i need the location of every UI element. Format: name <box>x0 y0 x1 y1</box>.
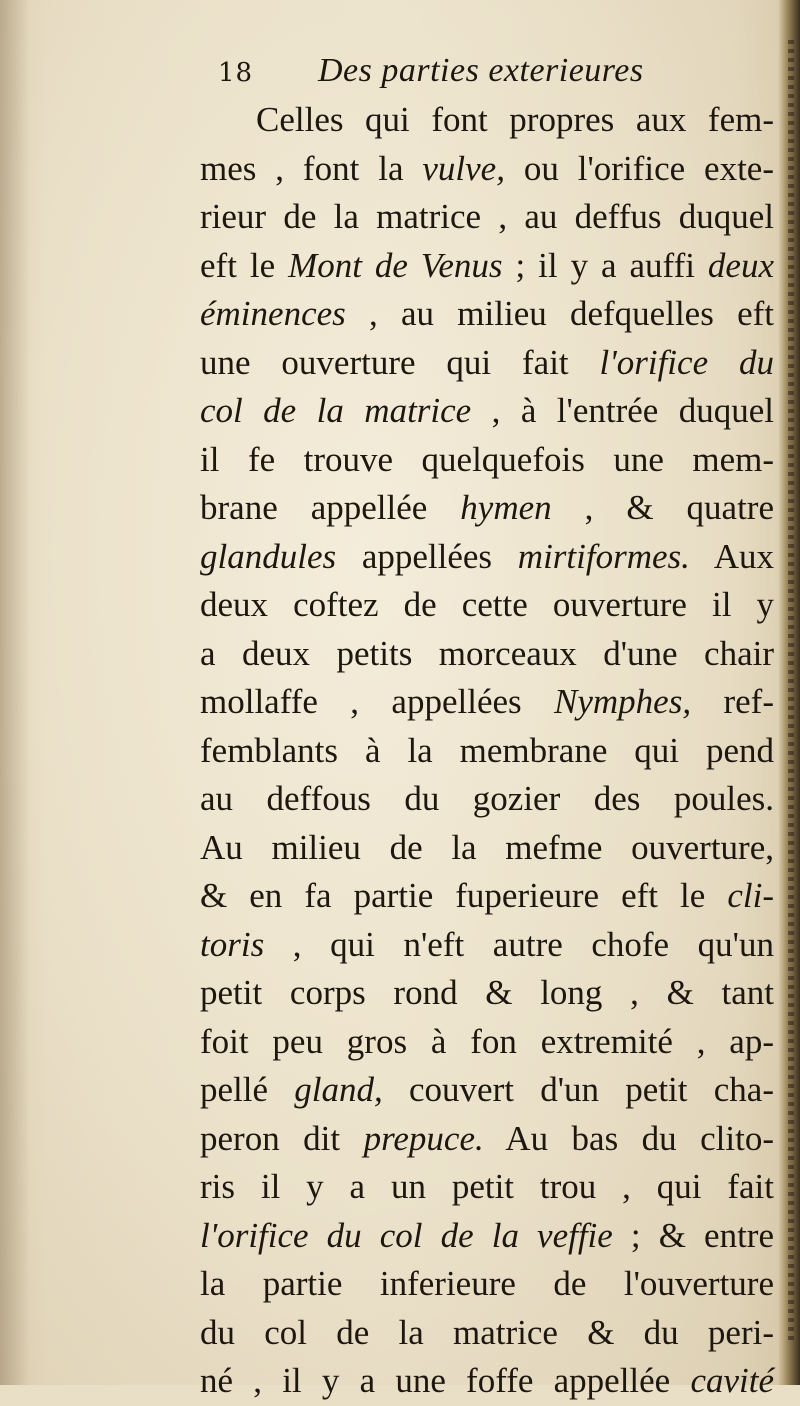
text-segment: Aux <box>689 536 774 576</box>
text-line <box>200 193 774 242</box>
text-line <box>200 484 774 533</box>
italic-text: Nymphes, <box>554 682 692 721</box>
text-segment: , qui n'eft autre chofe qu'un <box>264 924 774 964</box>
text-line <box>200 145 774 194</box>
text-segment: Celles qui font propres aux fem- <box>256 100 774 139</box>
text-segment: couvert d'un petit cha- <box>382 1070 774 1109</box>
text-segment: la partie inferieure de l'ouverture <box>200 1264 774 1303</box>
page-header <box>0 0 800 100</box>
text-line <box>200 1260 774 1309</box>
text-segment: appellées <box>336 536 518 576</box>
text-line <box>200 242 774 291</box>
text-line <box>200 533 774 582</box>
text-segment: il fe trouve quelquefois une mem- <box>200 439 774 479</box>
italic-text: prepuce. <box>363 1118 484 1158</box>
italic-text: l'orifice du <box>599 342 774 382</box>
text-line <box>200 872 774 921</box>
text-segment: & en fa partie fuperieure eft le <box>200 876 728 915</box>
page-number: 18 <box>218 58 254 88</box>
italic-text: vulve, <box>422 148 505 188</box>
text-line <box>200 1357 774 1406</box>
italic-text: col de la matrice <box>200 391 472 430</box>
text-segment: du col de la matrice & du peri- <box>200 1312 774 1352</box>
text-line <box>200 96 774 145</box>
text-segment: ou l'orifice exte- <box>504 148 774 188</box>
text-segment: femblants à la membrane qui pend <box>200 730 774 770</box>
text-segment: Au bas du clito- <box>483 1118 774 1158</box>
text-segment: pellé <box>200 1070 295 1109</box>
text-line <box>200 1309 774 1358</box>
text-line <box>200 824 774 873</box>
italic-text: glandules <box>200 536 337 576</box>
text-segment: , à l'entrée duquel <box>471 391 774 430</box>
text-line <box>200 581 774 630</box>
page-edge-stack <box>788 40 794 1340</box>
text-segment: Au milieu de la mefme ouverture, <box>200 827 774 867</box>
text-line <box>200 1018 774 1067</box>
page-edge <box>778 0 800 1385</box>
text-segment: , & quatre <box>551 488 774 527</box>
text-segment: au deffous du gozier des poules. <box>200 779 774 818</box>
text-line <box>200 290 774 339</box>
italic-text: Mont de Venus <box>288 245 503 285</box>
text-segment: mes , font la <box>200 148 423 188</box>
text-segment: deux coftez de cette ouverture il y <box>200 585 774 624</box>
text-segment: rieur de la matrice , au deffus duquel <box>200 197 774 236</box>
text-line <box>200 727 774 776</box>
text-segment: petit corps rond & long , & tant <box>200 973 774 1012</box>
italic-text: l'orifice du col de la veffie <box>200 1215 613 1255</box>
text-line <box>200 1115 774 1164</box>
text-line <box>200 387 774 436</box>
text-segment: , au milieu defquelles eft <box>345 294 774 333</box>
text-segment: ris il y a un petit trou , qui fait <box>200 1167 774 1206</box>
text-line <box>200 630 774 679</box>
text-line <box>200 921 774 970</box>
italic-text: deux <box>707 245 774 285</box>
text-segment: né , il y a une foffe appellée <box>200 1361 691 1400</box>
text-line <box>200 1212 774 1261</box>
body-text <box>200 96 774 1406</box>
text-segment: ref- <box>691 682 774 721</box>
italic-text: cavité <box>690 1361 774 1400</box>
text-segment: mollaffe , appellées <box>200 682 555 721</box>
text-segment: a deux petits morceaux d'une chair <box>200 633 774 673</box>
text-line <box>200 436 774 485</box>
text-segment: eft le <box>200 245 289 285</box>
text-line <box>200 1163 774 1212</box>
text-line <box>200 1066 774 1115</box>
italic-text: toris <box>200 924 265 964</box>
italic-text: cli- <box>727 876 774 915</box>
italic-text: hymen <box>460 488 552 527</box>
text-segment: ; il y a auffi <box>502 245 708 285</box>
italic-text: éminences <box>200 294 346 333</box>
text-segment: une ouverture qui fait <box>200 342 600 382</box>
text-segment: ; & entre <box>612 1215 774 1255</box>
italic-text: gland, <box>294 1070 383 1109</box>
gutter-shadow <box>0 0 30 1385</box>
text-segment: peron dit <box>200 1118 364 1158</box>
text-segment: foit peu gros à fon extremité , ap- <box>200 1021 774 1061</box>
italic-text: mirtiformes. <box>517 536 690 576</box>
text-segment: brane appellée <box>200 488 461 527</box>
text-line <box>200 969 774 1018</box>
text-line <box>200 678 774 727</box>
text-line <box>200 775 774 824</box>
text-line <box>200 339 774 388</box>
running-head: Des parties exterieures <box>318 52 644 89</box>
